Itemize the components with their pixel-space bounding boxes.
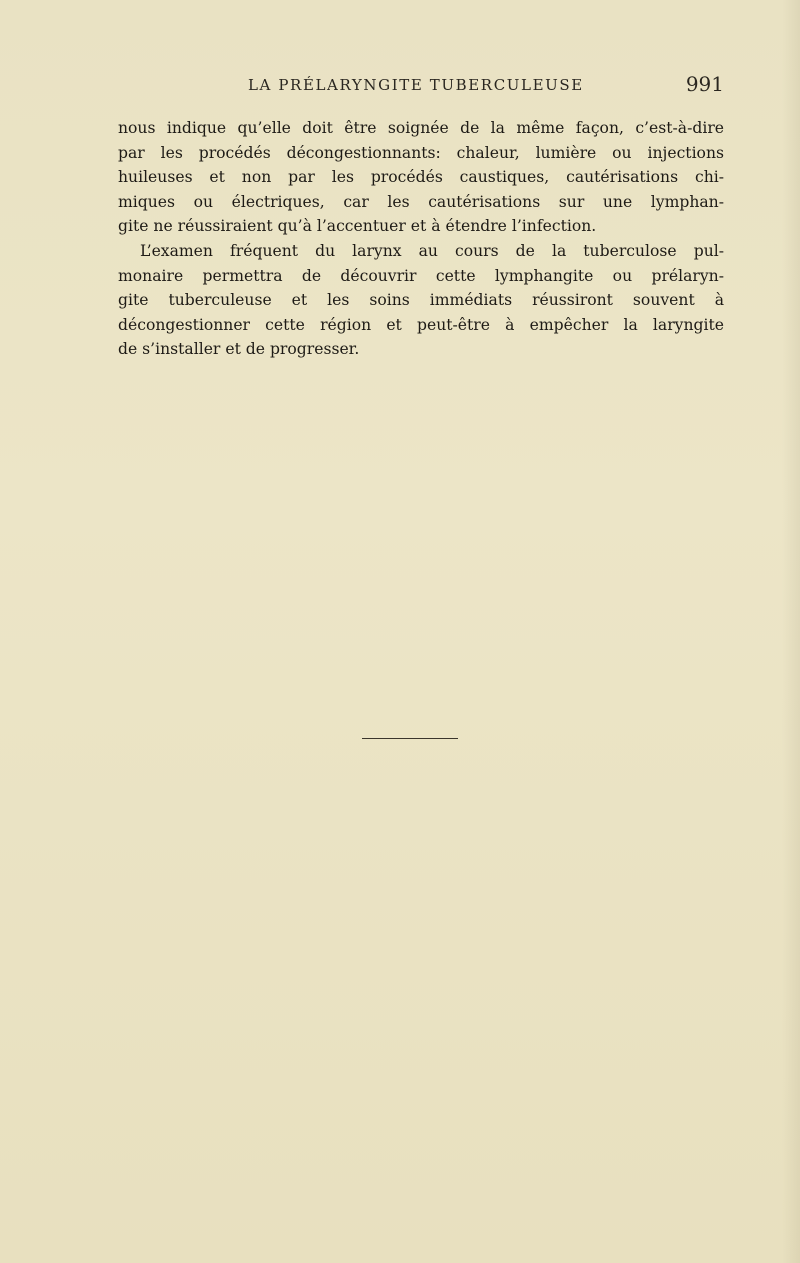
text-line: décongestionner cette région et peut-être à empêcher la laryngite (118, 315, 724, 334)
text-line: miques ou électriques, car les cautérisations sur une lymphan- (118, 192, 724, 211)
text-line: par les procédés décongestionnants: chaleur, lumière ou injections (118, 143, 724, 162)
text-line: nous indique qu’elle doit être soignée de la même façon, c’est-à-dire (118, 119, 724, 137)
paragraph-2 (118, 239, 724, 362)
text-line: huileuses et non par les procédés caustiques, cautérisations chi- (118, 168, 724, 187)
text-line: monaire permettra de découvrir cette lymphangite ou prélaryn- (118, 266, 724, 285)
text-line: gite ne réussiraient qu’à l’accentuer et à étendre l’infection. (118, 217, 597, 236)
page-edge-shadow (782, 0, 800, 1263)
body-text (118, 116, 724, 362)
text-line: de s’installer et de progresser. (118, 340, 360, 359)
paragraph-1 (118, 116, 724, 239)
page-header (118, 74, 724, 102)
text-line: gite tuberculeuse et les soins immédiats réussiront souvent à (118, 291, 724, 310)
text-line: L’examen fréquent du larynx au cours de la tuberculose pul- (140, 241, 724, 260)
section-end-rule (362, 738, 458, 739)
running-title: LA PRÉLARYNGITE TUBERCULEUSE (248, 76, 584, 94)
page-number: 991 (685, 72, 724, 96)
